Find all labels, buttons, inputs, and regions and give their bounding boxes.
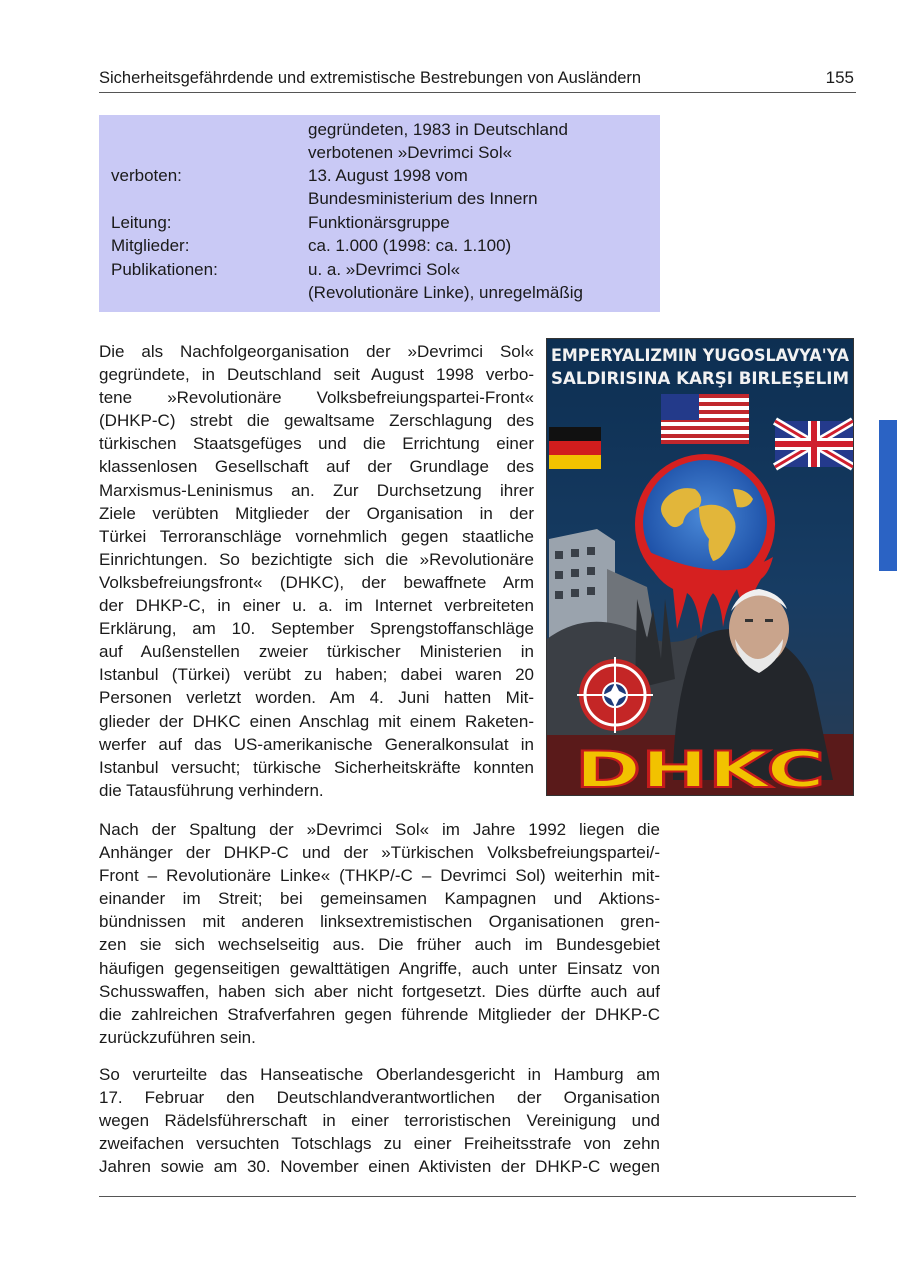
info-label: verboten: — [111, 166, 182, 185]
info-value: verbotenen »Devrimci Sol« — [308, 143, 513, 162]
poster-logo-text: DHKC — [575, 741, 825, 795]
page-number: 155 — [825, 68, 854, 87]
text-line: tene »Revolutionäre Volksbefreiungspartei-Front« — [99, 388, 534, 408]
text-line: die zahlreichen Strafverfahren gegen führende Mitglieder der DHKP-C — [99, 1004, 660, 1024]
text-line: türkischen Staatsgefüges und die Errichtung einer — [99, 434, 534, 454]
text-line: Ziele verübten Mitglieder der Organisation in der — [99, 503, 534, 523]
text-line: gegründete, in Deutschland seit August 1998 verbo- — [99, 365, 534, 385]
text-line: Volksbefreiungsfront« (DHKC), der bewaffnete Arm — [99, 572, 534, 592]
text-line: Schusswaffen, haben sich aber nicht fortgesetzt. Dies dürfte auch auf — [99, 981, 660, 1001]
text-line: glieder der DHKC einen Anschlag mit einem Raketen- — [99, 711, 534, 731]
text-line: einander im Streit; bei gemeinsamen Kampagnen und Aktions- — [99, 889, 660, 909]
text-line: wegen Rädelsführerschaft in einer terroristischen Vereinigung und — [99, 1111, 660, 1131]
text-line: 17. Februar den Deutschlandverantwortlichen der Organisation — [99, 1088, 660, 1108]
text-line: Anhänger der DHKP-C und der »Türkischen Volksbefreiungspartei/- — [99, 843, 660, 863]
info-value: u. a. »Devrimci Sol« — [308, 260, 461, 279]
info-value: 13. August 1998 vom — [308, 166, 468, 185]
info-value: gegründeten, 1983 in Deutschland — [308, 120, 568, 139]
info-value: (Revolutionäre Linke), unregelmäßig — [308, 283, 583, 302]
organization-info-box — [99, 115, 660, 312]
paragraph-1 — [99, 340, 534, 802]
text-line: häufigen gegenseitigen gewalttätigen Angriffe, auch unter Einsatz von — [99, 958, 660, 978]
text-line: Einrichtungen. So bezichtigte sich die »Revolutionäre — [99, 549, 534, 569]
info-label: Publikationen: — [111, 260, 218, 279]
germany-flag-icon — [549, 427, 601, 469]
info-value: Funktionärsgruppe — [308, 213, 450, 232]
section-marker-tab — [879, 420, 897, 571]
us-flag-icon — [661, 394, 749, 444]
footer-divider — [99, 1196, 856, 1197]
text-line: Nach der Spaltung der »Devrimci Sol« im Jahre 1992 liegen die — [99, 820, 660, 839]
text-line: auf Außenstellen zweier türkischer Ministerien in — [99, 642, 534, 662]
text-line: Jahren sowie am 30. November einen Aktivisten der DHKP-C wegen — [99, 1157, 660, 1177]
text-line: (DHKP-C) strebt die gewaltsame Zerschlagung des — [99, 411, 534, 431]
text-line: Türkei Terroranschläge vornehmlich gegen staatliche — [99, 526, 534, 546]
text-line: Marxismus-Leninismus an. Zur Durchsetzung ihrer — [99, 480, 534, 500]
uk-flag-icon — [775, 421, 853, 467]
info-value: Bundesministerium des Innern — [308, 189, 538, 208]
text-line: Die als Nachfolgeorganisation der »Devrimci Sol« — [99, 342, 534, 361]
text-line: zurückzuführen sein. — [99, 1027, 256, 1047]
text-line: Istanbul versucht; türkische Sicherheitskräfte konnten — [99, 757, 534, 777]
poster-headline-2: SALDIRISINA KARŞI BIRLEŞELIM — [551, 369, 849, 388]
poster-headline-1: EMPERYALIZMIN YUGOSLAVYA'YA — [551, 346, 850, 365]
text-line: So verurteilte das Hanseatische Oberlandesgericht in Hamburg am — [99, 1065, 660, 1084]
text-line: werfer auf das US-amerikanische Generalkonsulat in — [99, 734, 534, 754]
text-line: bündnissen mit anderen linksextremistischen Organisationen gren- — [99, 912, 660, 932]
paragraph-3 — [99, 1063, 660, 1178]
text-line: klassenlosen Gesellschaft auf der Grundlage des — [99, 457, 534, 477]
text-line: Erklärung, am 10. September Sprengstoffanschläge — [99, 619, 534, 639]
paragraph-2 — [99, 818, 660, 1049]
text-line: Front – Revolutionäre Linke« (THKP/-C – Devrimci Sol) weiterhin mit- — [99, 866, 660, 886]
page-header — [99, 68, 856, 93]
text-line: zweifachen versuchten Totschlags zu einer Freiheitsstrafe von zehn — [99, 1134, 660, 1154]
info-label: Leitung: — [111, 213, 172, 232]
info-label: Mitglieder: — [111, 236, 190, 255]
info-value: ca. 1.000 (1998: ca. 1.100) — [308, 236, 512, 255]
text-line: zen sie sich wechselseitig aus. Die früher auch im Bundesgebiet — [99, 935, 660, 955]
text-line: der DHKP-C, in einer u. a. im Internet verbreiteten — [99, 596, 534, 616]
dhkc-poster-image — [546, 338, 854, 796]
text-line: Istanbul (Türkei) verübt zu haben; dabei waren 20 — [99, 665, 534, 685]
text-line: die Tatausführung verhindern. — [99, 780, 324, 800]
running-title: Sicherheitsgefährdende und extremistische Bestrebungen von Ausländern — [99, 69, 642, 87]
text-line: Personen verletzt worden. Am 4. Juni hatten Mit- — [99, 688, 534, 708]
